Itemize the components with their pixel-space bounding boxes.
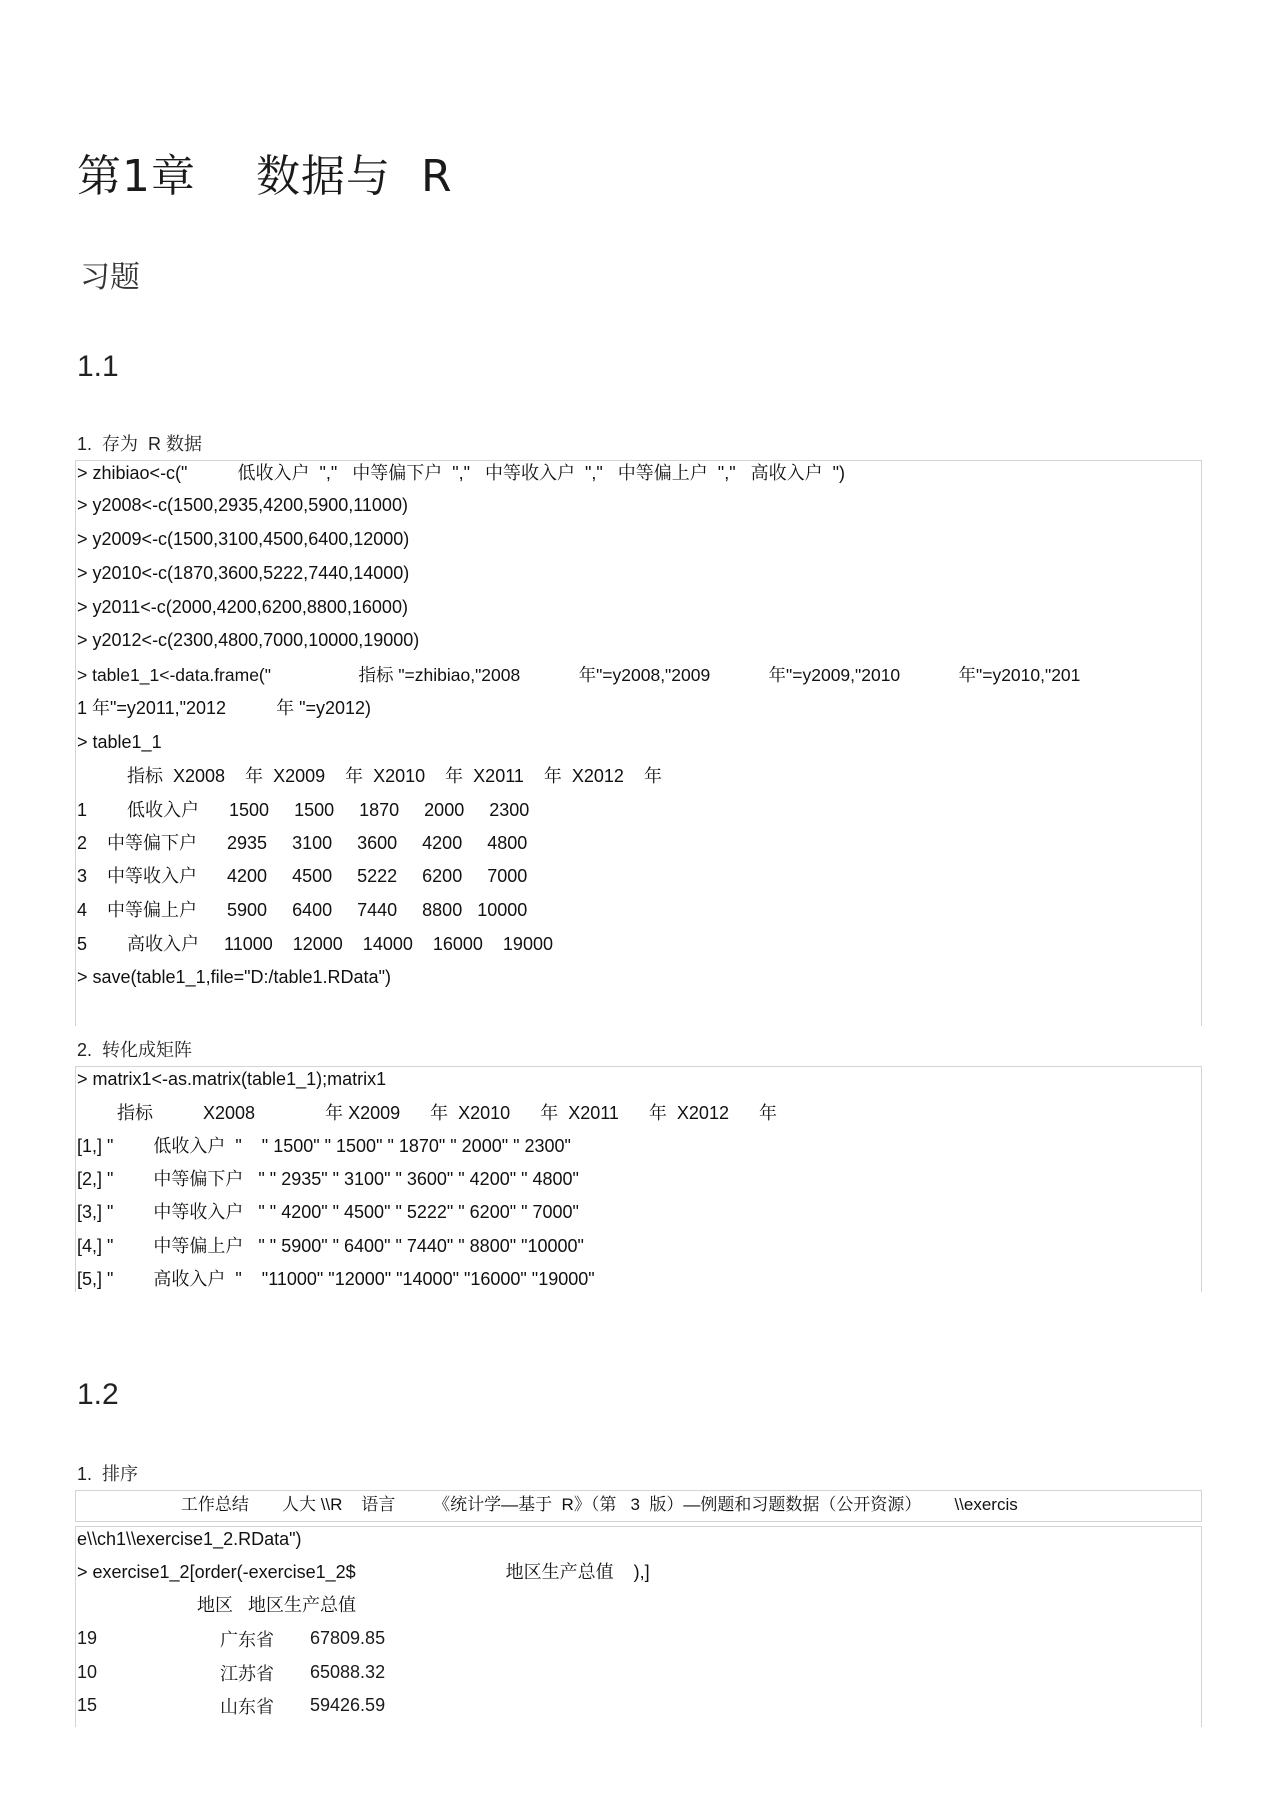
result-region: 江苏省 [220,1664,274,1684]
result-region: 山东省 [220,1697,274,1717]
code-line: > y2011<-c(2000,4200,6200,8800,16000) [77,597,408,617]
table-row: 1 低收入户 1500 1500 1870 2000 2300 [77,800,530,820]
code-line: > matrix1<-as.matrix(table1_1);matrix1 [77,1069,387,1089]
table-row: 4 中等偏上户 5900 6400 7440 8800 10000 [77,900,528,920]
result-value: 65088.32 [310,1662,386,1682]
code-line: > zhibiao<-c(" 低收入户 "," 中等偏下户 "," 中等收入户 "," 中等偏上户 "," 高收入户 ") [77,463,845,483]
result-value: 59426.59 [310,1695,386,1715]
exercise-heading-1-2: 1.2 [77,1378,119,1411]
matrix-row: [3,] " 中等收入户 " " 4200" " 4500" " 5222" " 6200" " 7000" [77,1202,579,1222]
code-line: > y2008<-c(1500,2935,4200,5900,11000) [77,495,408,515]
code-line: > y2012<-c(2300,4800,7000,10000,19000) [77,630,420,650]
matrix-row: [2,] " 中等偏下户 " " 2935" " 3100" " 3600" " 4200" " 4800" [77,1169,579,1189]
matrix-header: 指标 X2008 年 X2009 年 X2010 年 X2011 年 X2012 年 [77,1103,777,1123]
exercise-heading-1-1: 1.1 [77,350,119,383]
question-label-1-1-2: 2. 转化成矩阵 [77,1040,193,1060]
result-index: 15 [77,1695,98,1715]
matrix-row: [5,] " 高收入户 " "11000" "12000" "14000" "16000" "19000" [77,1269,595,1289]
question-label-1-1-1: 1. 存为 R 数据 [77,434,203,454]
code-line: > y2010<-c(1870,3600,5222,7440,14000) [77,563,410,583]
code-line: > table1_1<-data.frame(" 指标 "=zhibiao,"2008 年"=y2008,"2009 年"=y2009,"2010 年"=y2010,"201 [77,665,1081,685]
code-line: > y2009<-c(1500,3100,4500,6400,12000) [77,529,410,549]
table-header: 指标 X2008 年 X2009 年 X2010 年 X2011 年 X2012 年 [77,766,662,786]
result-value: 67809.85 [310,1628,386,1648]
result-index: 19 [77,1628,98,1648]
table-row: 3 中等收入户 4200 4500 5222 6200 7000 [77,866,528,886]
result-region: 广东省 [220,1630,274,1650]
result-header: 地区 地区生产总值 [77,1595,357,1615]
code-line: 1 年"=y2011,"2012 年 "=y2012) [77,698,372,718]
code-line: 工作总结 人大 \\R 语言 《统计学—基于 R》（第 3 版）—例题和习题数据（公开资源） \\exercis [77,1495,1018,1514]
section-title: 习题 [80,260,140,295]
result-index: 10 [77,1662,98,1682]
table-row: 2 中等偏下户 2935 3100 3600 4200 4800 [77,833,528,853]
chapter-title: 第1章 数据与 R [77,151,453,202]
code-line: > save(table1_1,file="D:/table1.RData") [77,967,391,987]
code-line: e\\ch1\\exercise1_2.RData") [77,1529,302,1549]
table-row: 5 高收入户 11000 12000 14000 16000 19000 [77,934,553,954]
matrix-row: [4,] " 中等偏上户 " " 5900" " 6400" " 7440" " 8800" "10000" [77,1236,584,1256]
code-line: > exercise1_2[order(-exercise1_2$ 地区生产总值 ),] [77,1562,650,1582]
matrix-row: [1,] " 低收入户 " " 1500" " 1500" " 1870" " 2000" " 2300" [77,1136,571,1156]
question-label-1-2-1: 1. 排序 [77,1464,139,1484]
code-line: > table1_1 [77,732,162,752]
